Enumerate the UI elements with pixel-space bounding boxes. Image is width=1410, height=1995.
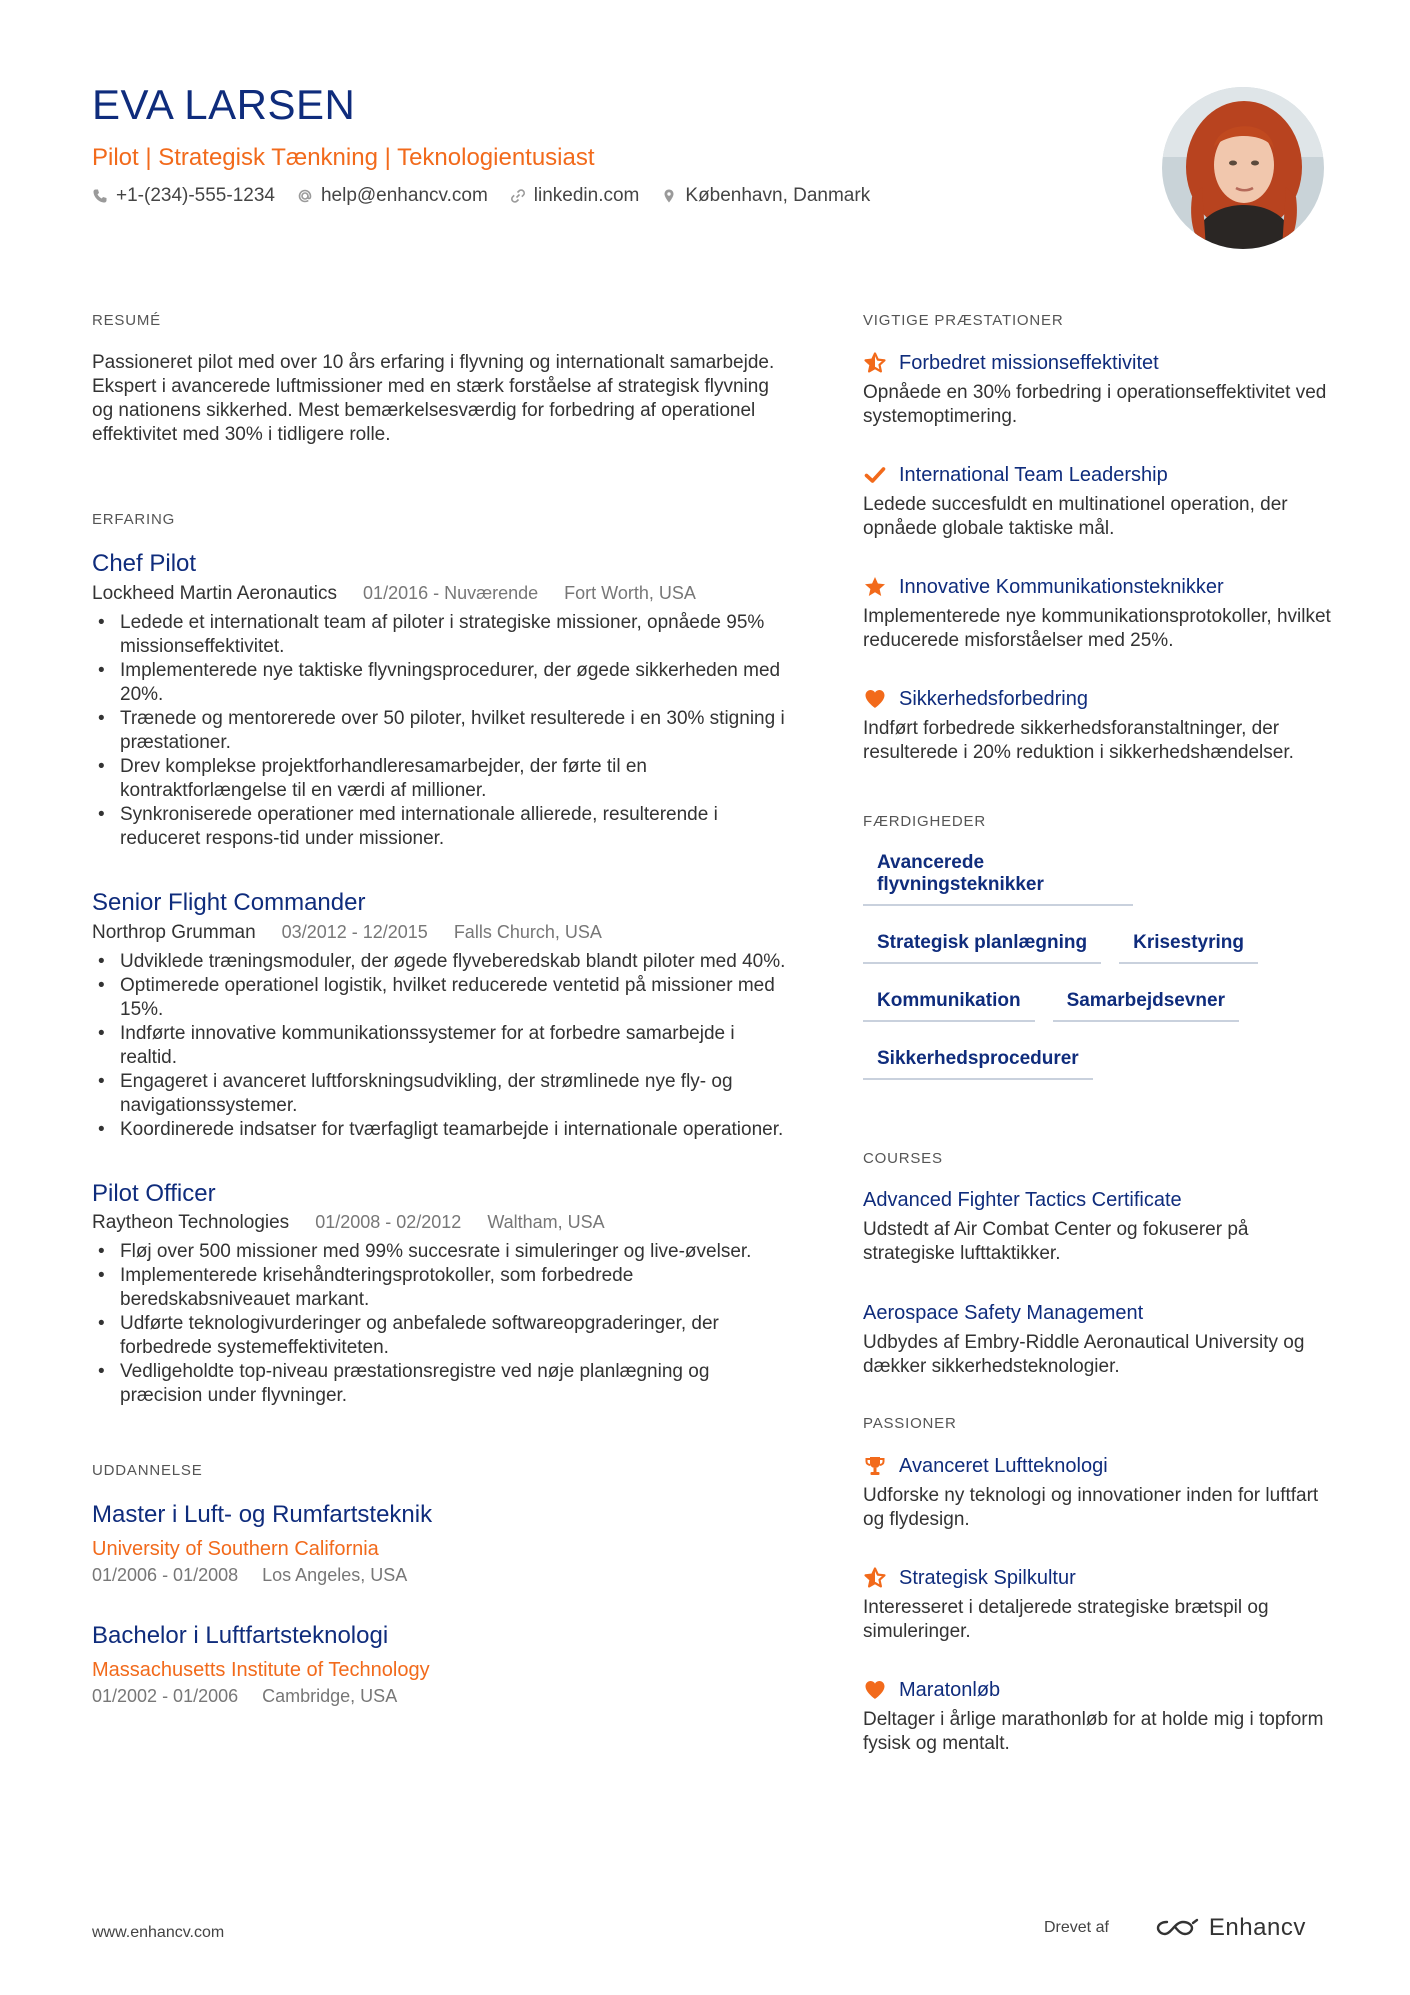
education-location: Cambridge, USA — [262, 1685, 398, 1706]
education-dates: 01/2002 - 01/2006 — [92, 1685, 239, 1706]
job-bullets — [92, 950, 792, 1142]
skills-heading: FÆRDIGHEDER — [863, 813, 986, 830]
star-outline-icon — [863, 1566, 887, 1590]
achievement-item — [863, 351, 1333, 429]
achievement-title: Forbedret missionseffektivitet — [899, 351, 1159, 374]
course-item — [863, 1302, 1333, 1379]
job-entry — [92, 889, 792, 1142]
contact-row — [92, 185, 1152, 207]
powered-by-text: Drevet af — [1044, 1919, 1109, 1936]
passion-item — [863, 1678, 1333, 1756]
achievement-desc: Indført forbedrede sikkerhedsforanstaltninger, der resulterede i 20% reduktion i sikkerhedshændelser. — [863, 718, 1294, 763]
achievement-item — [863, 463, 1333, 541]
education-meta — [92, 1686, 792, 1707]
achievement-header — [863, 463, 1333, 487]
job-location: Falls Church, USA — [453, 921, 602, 942]
candidate-name: EVA LARSEN — [92, 81, 356, 128]
achievement-header — [863, 351, 1333, 375]
skills-list — [863, 842, 1333, 1096]
passion-title: Maratonløb — [899, 1678, 1001, 1701]
achievement-header — [863, 575, 1333, 599]
passion-title: Avanceret Luftteknologi — [899, 1454, 1108, 1477]
course-desc: Udbydes af Embry-Riddle Aeronautical University og dækker sikkerhedsteknologier. — [863, 1332, 1305, 1377]
achievement-desc: Ledede succesfuldt en multinationel operation, der opnåede globale taktiske mål. — [863, 494, 1288, 539]
phone-text: +1-(234)-555-1234 — [116, 184, 275, 206]
trophy-icon — [863, 1454, 887, 1478]
job-bullet: • Udviklede træningsmoduler, der øgede flyveberedskab blandt piloter med 40%. — [92, 950, 792, 974]
contact-phone[interactable] — [92, 185, 275, 207]
achievement-header — [863, 687, 1333, 711]
passions-section — [863, 1415, 1333, 1756]
job-title: Chef Pilot — [92, 550, 197, 577]
job-bullet: • Vedligeholdte top-niveau præstationsregistre ved nøje planlægning og præcision under flyvninger. — [92, 1360, 792, 1408]
passion-header — [863, 1454, 1333, 1478]
job-bullet: • Koordinerede indsatser for tværfagligt teamarbejde i internationale operationer. — [92, 1118, 792, 1142]
achievement-title: International Team Leadership — [899, 463, 1168, 486]
job-company: Northrop Grumman — [92, 921, 256, 943]
job-bullet: • Trænede og mentorerede over 50 piloter, hvilket resulterede i en 30% stigning i præstationer. — [92, 707, 792, 755]
job-company: Raytheon Technologies — [92, 1212, 290, 1234]
location-pin-icon — [661, 188, 677, 204]
job-meta — [92, 583, 792, 605]
star-outline-icon — [863, 351, 887, 375]
brand-logo[interactable] — [1153, 1914, 1306, 1942]
footer-website[interactable]: www.enhancv.com — [92, 1924, 225, 1941]
job-meta — [92, 1212, 792, 1234]
education-section — [92, 1462, 792, 1707]
achievement-item — [863, 687, 1333, 765]
job-bullet: • Implementerede krisehåndteringsprotokoller, som forbedrede beredskabsniveauet markant. — [92, 1264, 792, 1312]
summary-section — [92, 312, 792, 447]
linkedin-text: linkedin.com — [533, 184, 640, 206]
course-title: Aerospace Safety Management — [863, 1302, 1144, 1324]
achievement-title: Sikkerhedsforbedring — [899, 687, 1088, 710]
job-bullet: • Ledede et internationalt team af piloter i strategiske missioner, opnåede 95% missionseffektivitet. — [92, 611, 792, 659]
job-dates: 03/2012 - 12/2015 — [281, 921, 428, 942]
job-entry — [92, 1180, 792, 1409]
phone-icon — [92, 188, 108, 204]
experience-heading: ERFARING — [92, 511, 176, 528]
course-item — [863, 1189, 1333, 1266]
skill-tag: Krisestyring — [1119, 922, 1258, 964]
passion-desc: Deltager i årlige marathonløb for at holde mig i topform fysisk og mentalt. — [863, 1709, 1324, 1754]
job-bullet: • Engageret i avanceret luftforskningsudvikling, der strømlinede nye fly- og navigationssystemer. — [92, 1070, 792, 1118]
education-meta — [92, 1565, 792, 1586]
infinity-logo-icon — [1153, 1916, 1201, 1940]
education-heading: UDDANNELSE — [92, 1462, 203, 1480]
course-desc: Udstedt af Air Combat Center og fokuserer på strategiske lufttaktikker. — [863, 1219, 1249, 1264]
job-dates: 01/2016 - Nuværende — [363, 582, 539, 603]
checkmark-icon — [863, 463, 887, 487]
education-location: Los Angeles, USA — [262, 1565, 408, 1586]
passion-desc: Interesseret i detaljerede strategiske brætspil og simuleringer. — [863, 1597, 1269, 1642]
heart-icon — [863, 687, 887, 711]
footer-branding — [1044, 1914, 1306, 1942]
job-bullet: • Implementerede nye taktiske flyvningsprocedurer, der øgede sikkerheden med 20%. — [92, 659, 792, 707]
location-text: København, Danmark — [685, 184, 871, 206]
passions-heading: PASSIONER — [863, 1415, 957, 1432]
candidate-headline: Pilot | Strategisk Tænkning | Teknologientusiast — [92, 144, 595, 172]
skill-tag: Avancerede flyvningsteknikker — [863, 842, 1133, 906]
summary-text: Passioneret pilot med over 10 års erfaring i flyvning og internationalt samarbejde. Ekspert i avancerede luftmissioner med en stærk forståelse af strategisk flyvning og nationens sikkerhed. Mest bemærkelsesværdig for forbedring af operationel effektivitet med 30% i tidligere rolle. — [92, 352, 775, 445]
job-bullet: • Udførte teknologivurderinger og anbefalede softwareopgraderinger, der forbedrede systemeffektiviteten. — [92, 1312, 792, 1360]
job-company: Lockheed Martin Aeronautics — [92, 582, 338, 604]
profile-photo — [1162, 87, 1324, 249]
education-degree: Master i Luft- og Rumfartsteknik — [92, 1501, 433, 1529]
skills-section — [863, 813, 1333, 1096]
job-location: Waltham, USA — [487, 1212, 605, 1233]
job-bullet: • Synkroniserede operationer med internationale allierede, resulterende i reduceret respons-tid under missioner. — [92, 803, 792, 851]
experience-section — [92, 511, 792, 1408]
courses-section — [863, 1150, 1333, 1379]
education-entry — [92, 1501, 792, 1586]
passion-header — [863, 1566, 1333, 1590]
job-bullets — [92, 611, 792, 851]
skill-tag: Kommunikation — [863, 980, 1035, 1022]
passion-header — [863, 1678, 1333, 1702]
achievement-desc: Implementerede nye kommunikationsprotokoller, hvilket reducerede misforståelser med 25%. — [863, 606, 1331, 651]
passion-desc: Udforske ny teknologi og innovationer inden for luftfart og flydesign. — [863, 1485, 1319, 1530]
job-dates: 01/2008 - 02/2012 — [315, 1212, 462, 1233]
achievement-item — [863, 575, 1333, 653]
skill-tag: Sikkerhedsprocedurer — [863, 1038, 1093, 1080]
star-icon — [863, 575, 887, 599]
skill-tag: Strategisk planlægning — [863, 922, 1101, 964]
contact-email[interactable] — [297, 185, 488, 207]
heart-icon — [863, 1678, 887, 1702]
job-bullet: • Fløj over 500 missioner med 99% succesrate i simuleringer og live-øvelser. — [92, 1240, 792, 1264]
job-entry — [92, 550, 792, 851]
passion-item — [863, 1566, 1333, 1644]
courses-heading: COURSES — [863, 1150, 943, 1167]
job-bullet: • Indførte innovative kommunikationssystemer for at forbedre samarbejde i realtid. — [92, 1022, 792, 1070]
at-sign-icon — [297, 188, 313, 204]
education-school: Massachusetts Institute of Technology — [92, 1658, 430, 1681]
achievement-desc: Opnåede en 30% forbedring i operationseffektivitet ved systemoptimering. — [863, 382, 1327, 427]
job-bullet: • Optimerede operationel logistik, hvilket reducerede ventetid på missioner med 15%. — [92, 974, 792, 1022]
passion-title: Strategisk Spilkultur — [899, 1566, 1076, 1589]
education-degree: Bachelor i Luftfartsteknologi — [92, 1622, 389, 1650]
achievement-title: Innovative Kommunikationsteknikker — [899, 575, 1224, 598]
right-column — [863, 312, 1333, 1790]
job-bullet: • Drev komplekse projektforhandleresamarbejder, der førte til en kontraktforlængelse til en værdi af millioner. — [92, 755, 792, 803]
achievements-heading: VIGTIGE PRÆSTATIONER — [863, 312, 1064, 329]
passion-item — [863, 1454, 1333, 1532]
left-column — [92, 312, 792, 1743]
job-meta — [92, 922, 792, 944]
skill-tag: Samarbejdsevner — [1053, 980, 1239, 1022]
job-title: Pilot Officer — [92, 1179, 216, 1207]
achievements-section — [863, 312, 1333, 765]
education-school: University of Southern California — [92, 1538, 379, 1561]
email-text: help@enhancv.com — [320, 184, 488, 206]
contact-linkedin[interactable] — [510, 185, 640, 207]
summary-heading: RESUMÉ — [92, 312, 161, 329]
contact-location — [661, 185, 870, 207]
course-title: Advanced Fighter Tactics Certificate — [863, 1189, 1182, 1211]
education-dates: 01/2006 - 01/2008 — [92, 1565, 239, 1586]
link-icon — [510, 188, 526, 204]
resume-header — [92, 82, 1152, 207]
job-location: Fort Worth, USA — [564, 582, 696, 603]
job-bullets — [92, 1240, 792, 1408]
education-entry — [92, 1622, 792, 1707]
job-title: Senior Flight Commander — [92, 888, 366, 916]
brand-name: Enhancv — [1208, 1914, 1306, 1941]
